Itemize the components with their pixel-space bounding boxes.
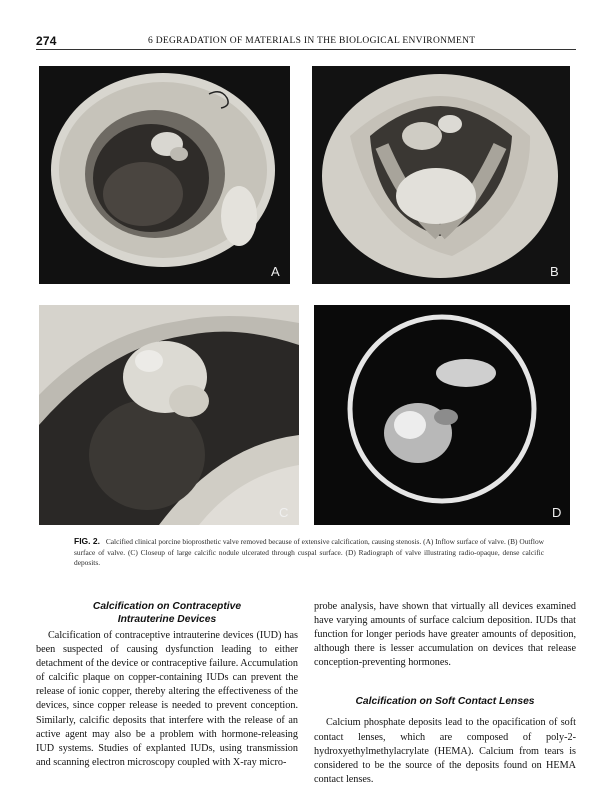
- panel-letter-a: A: [271, 264, 280, 279]
- calcific-deposit-upper: [436, 359, 496, 387]
- valve-radiograph: [314, 305, 570, 525]
- valve-outflow-photo: [312, 66, 570, 284]
- caption-text: Calcified clinical porcine bioprosthetic valve removed because of extensive calcification, causing stenosis. (A) Inflow surface of valve. (B) Outflow surface of valve. (C) Closeup of large calcific nodule ulcerated through cuspal surface. (D) Radiograph of valve illustrating radio-opaque, dense calcific deposits.: [74, 537, 544, 568]
- header-rule: [36, 49, 576, 50]
- figure-panel-d: [314, 305, 570, 525]
- section-heading-iud: Calcification on Contraceptive Intrauterine Devices: [92, 601, 242, 625]
- panel-letter-b: B: [550, 264, 559, 279]
- figure-panel-c: [39, 305, 299, 525]
- section-heading-contact-lenses: Calcification on Soft Contact Lenses: [355, 696, 535, 708]
- running-head: 6 DEGRADATION OF MATERIALS IN THE BIOLOGICAL ENVIRONMENT: [148, 36, 476, 46]
- panel-letter-d: D: [552, 505, 562, 520]
- figure-label: FIG. 2.: [74, 536, 100, 546]
- figure-caption: [74, 536, 544, 569]
- paragraph-iud-continued: probe analysis, have shown that virtually all devices examined have varying amounts of surface calcium deposition. IUDs that function for longer periods have greater amounts of deposition, although there is lesser accumulation on devices that release conception-preventing hormones.: [314, 601, 576, 669]
- nodule-closeup-photo: [39, 305, 299, 525]
- right-column: [314, 600, 576, 787]
- page-number: 274: [36, 34, 57, 48]
- figure-panel-b: [312, 66, 570, 284]
- paragraph-contact-lenses: Calcium phosphate deposits lead to the opacification of soft contact lenses, which are composed of poly-2-hydroxyethylmethylacrylate (HEMA). Calcium from tears is considered to be the source of the deposits found on HEMA contact lenses.: [314, 717, 576, 785]
- page-header: [36, 34, 572, 48]
- calcific-deposit: [396, 168, 476, 224]
- panel-letter-c: C: [279, 505, 289, 520]
- paragraph-iud: Calcification of contraceptive intrauterine devices (IUD) has been suspected of causing dysfunction leading to either detachment of the device or contraceptive failure. Accumulation of calcific plaque on copper-containing IUDs can prevent the release of ionic copper, thereby altering the effectiveness of the devices, since copper release is needed to prevent conception. Similarly, calcific deposits that interfere with the release of an active agent may also be a problem with hormone-releasing IUD systems. Studies of explanted IUDs, using transmission and scanning electron microscopy coupled with X-ray micro-: [36, 630, 298, 768]
- figure-panel-a: [39, 66, 290, 284]
- valve-inflow-photo: [39, 66, 290, 284]
- left-column: [36, 600, 298, 770]
